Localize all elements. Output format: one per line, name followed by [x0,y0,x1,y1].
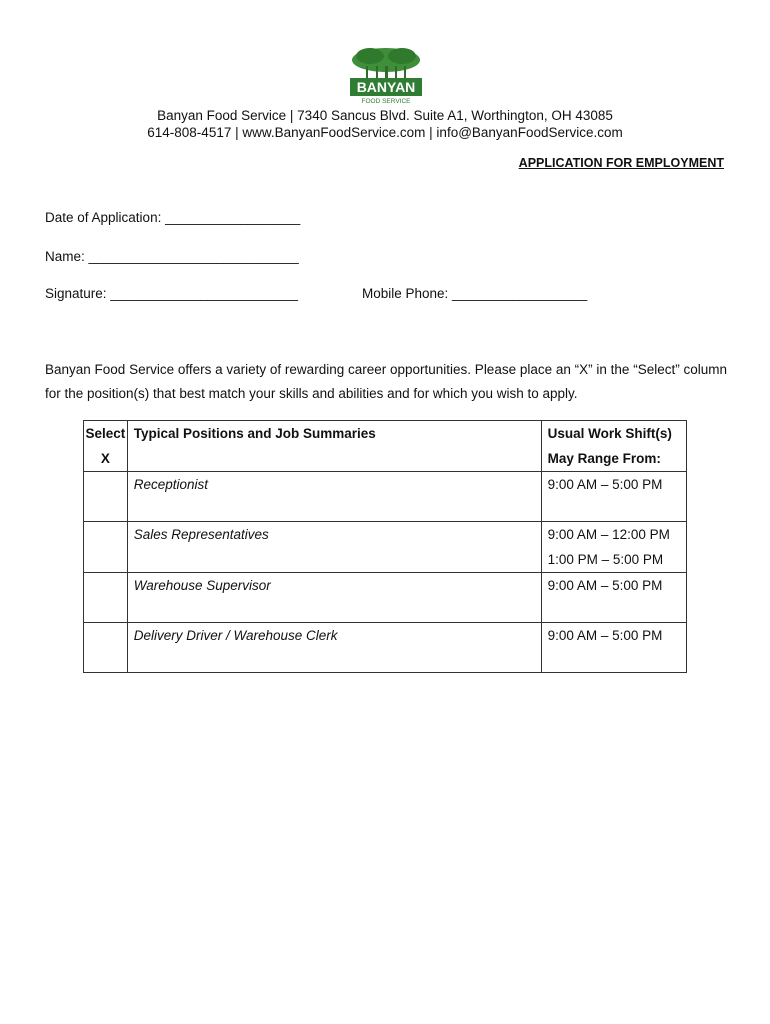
select-cell-sales-representatives[interactable] [84,522,128,573]
shift-value: 9:00 AM – 5:00 PM [547,628,663,643]
table-row [84,573,687,623]
tree-trunk [385,66,388,78]
tree-canopy-right [388,48,416,64]
position-cell: Delivery Driver / Warehouse Clerk [127,623,541,673]
tree-root [376,66,378,78]
shift-cell [541,623,686,673]
header-select-label: Select [85,426,126,441]
tree-canopy-left [356,48,384,64]
shift-cell [541,472,686,522]
header-positions: Typical Positions and Job Summaries [127,421,541,472]
shift-value: 9:00 AM – 5:00 PM [547,578,663,593]
table-row [84,522,687,573]
header-shifts-sub: May Range From: [547,451,661,466]
tree-root [395,66,397,78]
shift-cell [541,522,686,573]
company-contact: 614-808-4517 | www.BanyanFoodService.com | info@BanyanFoodService.com [147,125,623,140]
table-header-row [84,421,687,472]
position-cell: Receptionist [127,472,541,522]
header-select-mark: X [100,451,110,466]
shift-value: 9:00 AM – 5:00 PM [547,477,663,492]
tree-root [366,66,368,78]
logo-name: BANYAN [356,79,416,95]
table-row [84,623,687,673]
date-of-application-field[interactable]: Date of Application: __________________ [45,210,301,225]
table-row [84,472,687,522]
shift-cell [541,573,686,623]
select-cell-receptionist[interactable] [84,472,128,522]
name-field[interactable]: Name: ____________________________ [45,249,299,264]
company-address: Banyan Food Service | 7340 Sancus Blvd. Suite A1, Worthington, OH 43085 [157,108,613,123]
position-cell: Sales Representatives [127,522,541,573]
positions-table [83,420,687,673]
position-cell: Warehouse Supervisor [127,573,541,623]
select-cell-delivery-driver[interactable] [84,623,128,673]
select-cell-warehouse-supervisor[interactable] [84,573,128,623]
shift-value: 9:00 AM – 12:00 PM [547,527,670,542]
header-select [84,421,128,472]
header-shifts-label: Usual Work Shift(s) [547,426,672,441]
tree-root [404,66,406,78]
banyan-logo [346,46,426,106]
intro-paragraph: Banyan Food Service offers a variety of rewarding career opportunities. Please place an “X” in the “Select” column for the position(s) that best match your skills and abilities and for which you wish to apply. [45,362,727,401]
shift-value-2: 1:00 PM – 5:00 PM [547,552,664,567]
header-shifts [541,421,686,472]
signature-field[interactable]: Signature: _________________________ [45,286,298,301]
mobile-phone-field[interactable]: Mobile Phone: __________________ [362,286,588,301]
logo-tagline: FOOD SERVICE [361,98,411,105]
page-title: APPLICATION FOR EMPLOYMENT [518,156,724,170]
